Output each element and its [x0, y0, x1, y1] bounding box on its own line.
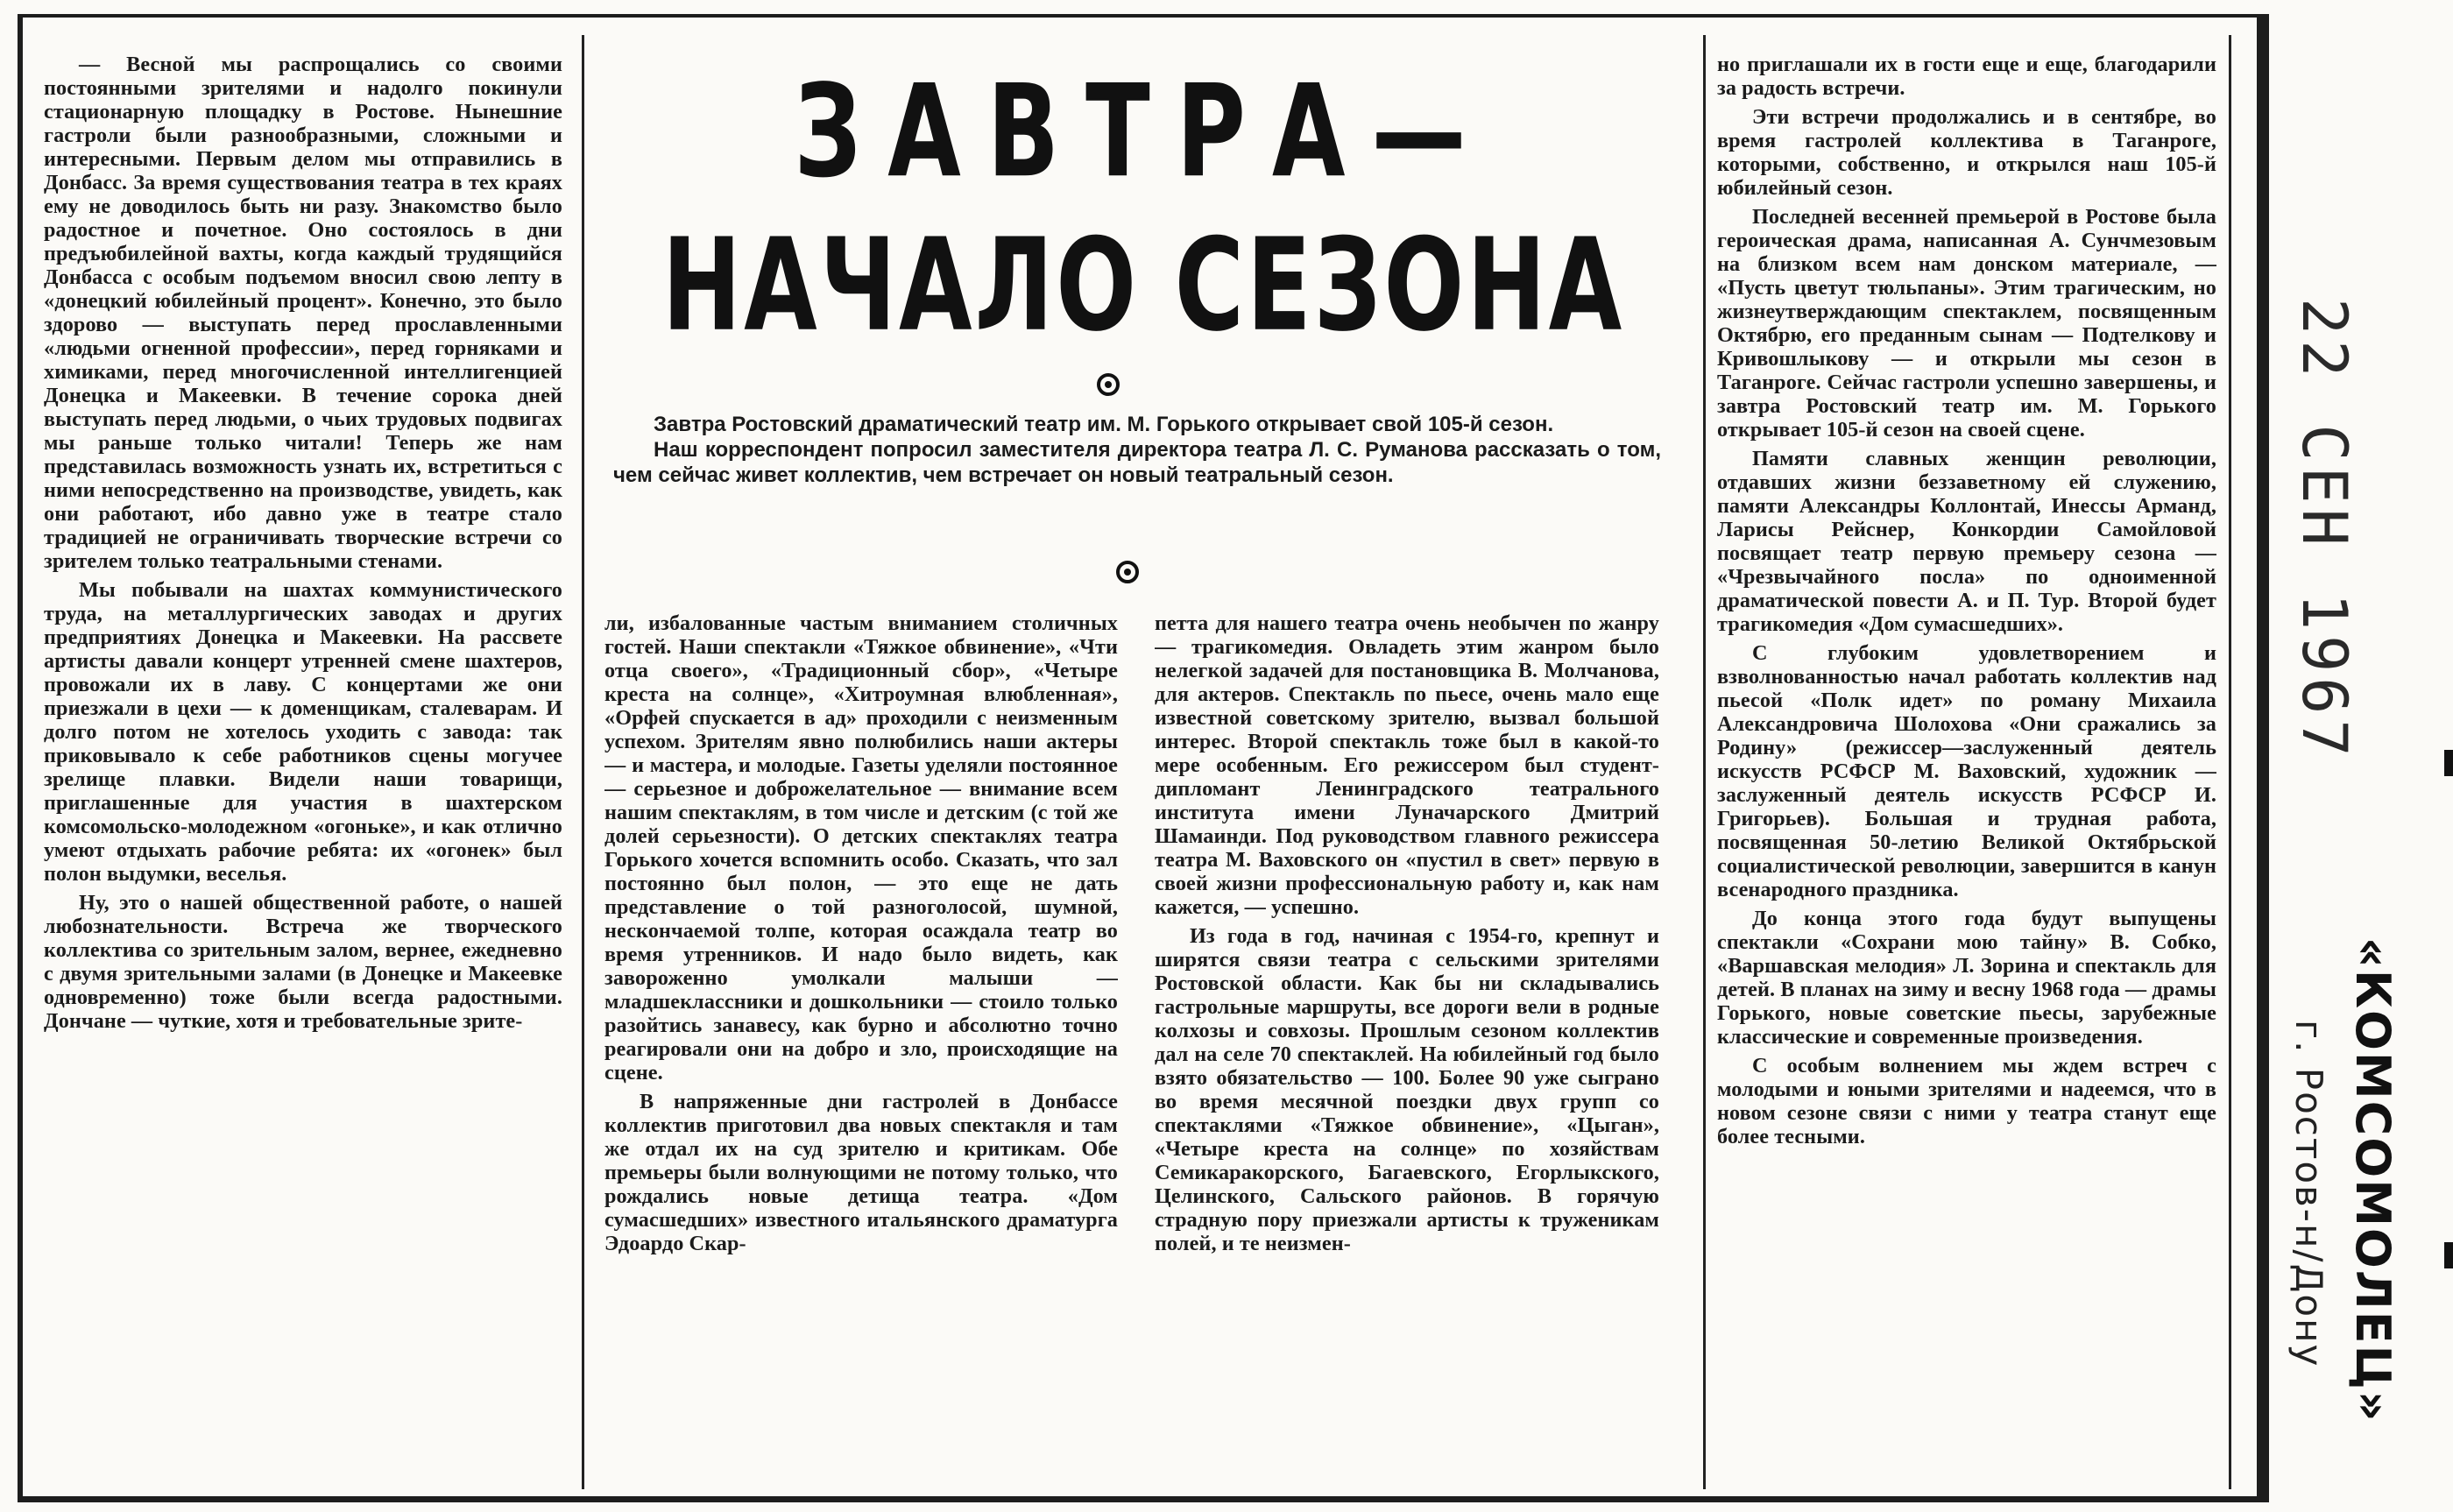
article-headline	[604, 60, 1682, 367]
paragraph: Ну, это о нашей общественной работе, о нашей любознательности. Встреча же творческого коллектива со зрительным залом, вернее, ежедневно с двумя зрительными залами (в Донецке и Макеевке одновременно) тоже были всегда радостными. Дончане — чуткие, хотя и требовательные зрите-	[44, 891, 562, 1033]
newspaper-name: «КОМСОМОЛЕЦ»	[2345, 937, 2400, 1424]
edge-mark	[2444, 1242, 2453, 1268]
newspaper-city: г. Ростов-н/Дону	[2287, 1020, 2330, 1368]
frame-line-bottom	[18, 1496, 2269, 1502]
frame-line-left	[18, 14, 23, 1501]
headline-line-2: НАЧАЛО СЕЗОНА	[661, 212, 1625, 360]
ornament-bullet-icon	[1097, 373, 1120, 396]
column-rule	[2229, 35, 2231, 1489]
paragraph: В напряженные дни гастролей в Донбассе коллектив приготовил два новых спектакля и там же отдал их на суд зрителю и критикам. Обе премьеры были волнующими не потому только, что рождались новые детища театра. «Дом сумасшедших» известного итальянского драматурга Эдоардо Скар-	[604, 1090, 1118, 1255]
lead-paragraph: Завтра Ростовский драматический театр им. М. Горького открывает свой 105-й сезон.	[654, 413, 1554, 436]
date-stamp: 22 СЕН 1967	[2288, 298, 2360, 762]
paragraph: петта для нашего театра очень необычен по жанру — трагикомедия. Овладеть этим жанром было нелегкой задачей для постановщика В. Молчанова, для актеров. Спектакль по пьесе, очень мало еще известной советскому зрителю, вызвал большой интерес. Второй спектакль тоже был в какой-то мере особенным. Его режиссером был студент-дипломант Ленинградского театрального института имени Луначарского Дмитрий Шамаинди. Под руководством главного режиссера театра М. Ваховского он «пустил в свет» первую в своей жизни профессиональную работу и, как нам кажется, — успешно.	[1155, 611, 1659, 919]
paragraph: С особым волнением мы ждем встреч с молодыми и юными зрителями и надеемся, что в новом сезоне связи с ними у театра станут еще более тесными.	[1717, 1054, 2216, 1148]
article-column-1	[44, 53, 562, 1489]
frame-line-right	[2257, 14, 2269, 1501]
column-rule	[1703, 35, 1706, 1489]
headline-line-1: ЗАВТРА—	[794, 58, 1493, 207]
frame-line-top	[18, 14, 2269, 18]
ornament-bullet-icon	[1116, 561, 1139, 583]
paragraph: Памяти славных женщин революции, отдавших жизни беззаветному ей служению, памяти Александры Коллонтай, Инессы Арманд, Ларисы Рейснер, Конкордии Самойловой посвящает театр первую премьеру сезона — «Чрезвычайного посла» по одноименной драматической повести А. и П. Тур. Второй будет трагикомедия «Дом сумасшедших».	[1717, 447, 2216, 636]
article-lead	[613, 412, 1661, 488]
paragraph: но приглашали их в гости еще и еще, благодарили за радость встречи.	[1717, 53, 2216, 100]
paragraph: С глубоким удовлетворением и взволнованностью начал работать коллектив над пьесой «Полк идет» по роману Михаила Александровича Шолохова «Они сражались за Родину» (режиссер—заслуженный деятель искусств РСФСР М. Ваховский, художник — заслуженный деятель искусств РСФСР И. Григорьев). Большая и трудная работа, посвященная 50-летию Великой Октябрьской социалистической революции, завершится в канун всенародного праздника.	[1717, 641, 2216, 901]
paragraph: ли, избалованные частым вниманием столичных гостей. Наши спектакли «Тяжкое обвинение», «Чти отца своего», «Традиционный сбор», «Четыре креста на солнце», «Хитроумная влюбленная», «Орфей спускается в ад» проходили с неизменным успехом. Зрителям явно полюбились наши актеры — и мастера, и молодые. Газеты уделяли постоянное — серьезное и доброжелательное — внимание всем нашим спектаклям, в том числе и детским (с той же долей серьезности). О детских спектаклях театра Горького хочется вспомнить особо. Сказать, что зал постоянно был полон, — это еще не дать представление о той разноголосой, шумной, нескончаемой толпе, которая осаждала театр во время утренников. И надо было видеть, как завороженно умолкали малыши — младшеклассники и дошкольники — стоило только разойтись занавесу, как бурно и абсолютно точно реагировали они на добро и зло, происходящие на сцене.	[604, 611, 1118, 1085]
paragraph: До конца этого года будут выпущены спектакли «Сохрани мою тайну» В. Собко, «Варшавская мелодия» Л. Зорина и спектакль для детей. В планах на зиму и весну 1968 года — драмы Горького, новые советские пьесы, зарубежные классические и современные произведения.	[1717, 907, 2216, 1049]
paragraph: Из года в год, начиная с 1954-го, крепнут и ширятся связи театра с сельскими зрителями Ростовской области. Как бы ни складывались гастрольные маршруты, все дороги вели в родные колхозы и совхозы. Прошлым сезоном коллектив дал на селе 70 спектаклей. На юбилейный год было взято обязательство — 100. Более 90 уже сыграно во время месячной поездки двух групп со спектаклями «Тяжкое обвинение», «Цыган», «Четыре креста на солнце» по хозяйствам Семикаракорского, Багаевского, Егорлыкского, Целинского, Сальского районов. В горячую страдную пору приезжали артисты к труженикам полей, и те неизмен-	[1155, 924, 1659, 1255]
edge-mark	[2444, 750, 2453, 776]
paragraph: Мы побывали на шахтах коммунистического труда, на металлургических заводах и других предприятиях Донецка и Макеевки. На рассвете артисты давали концерт утренней смене шахтеров, провожали их в лаву. С концертами же они приезжали в цехи — к доменщикам, сталеварам. И долго потом не хотелось уходить с завода: так приковывало к себе работников сцены могучее зрелище плавки. Видели наши товарищи, приглашенные для участия в шахтерском комсомольско-молодежном «огоньке», и как отлично умеют отдыхать рабочие ребята: их «огонек» был полон выдумки, веселья.	[44, 578, 562, 886]
paragraph: Последней весенней премьерой в Ростове была героическая драма, написанная А. Сунчмезовым на близком всем нам донском материале, — «Пусть цветут тюльпаны». Этим трагическим, но жизнеутверждающим спектаклем, посвященным Октябрю, его преданным сынам — Подтелкову и Кривошлыкову — и открыли мы сезон в Таганроге. Сейчас гастроли успешно завершены, и завтра Ростовский театр им. М. Горького открывает 105-й сезон на своей сцене.	[1717, 205, 2216, 442]
column-rule	[582, 35, 584, 1489]
paragraph: — Весной мы распрощались со своими постоянными зрителями и надолго покинули стационарную площадку в Ростове. Нынешние гастроли были разнообразными, сложными и интересными. Первым делом мы отправились в Донбасс. За время существования театра в тех краях ему не доводилось быть ни разу. Знакомство было радостное и почетное. Оно состоялось в дни предъюбилейной вахты, когда каждый трудящийся Донбасса с особым подъемом вносил свою лепту в «донецкий юбилейный процент». Конечно, это было здорово — выступать перед прославленными «людьми огненной профессии», перед горняками и химиками, перед многочисленной интеллигенцией Донецка и Макеевки. В течение сорока дней выступать перед людьми, о чьих трудовых подвигах мы раньше только читали! Теперь же нам представилась возможность узнать их, встретиться с ними непосредственно на производстве, увидеть, как они работают, ибо давно уже в театре стало традицией не ограничивать творческие встречи со зрителем только театральными стенами.	[44, 53, 562, 573]
lead-paragraph: Наш корреспондент попросил заместителя директора театра Л. С. Руманова рассказать о том, чем сейчас живет коллектив, чем встречает он новый театральный сезон.	[613, 438, 1661, 487]
article-column-3	[1155, 611, 1659, 1489]
article-column-2	[604, 611, 1118, 1489]
article-column-4	[1717, 53, 2216, 1489]
paragraph: Эти встречи продолжались и в сентябре, во время гастролей коллектива в Таганроге, которыми, собственно, и открылся наш 105-й юбилейный сезон.	[1717, 105, 2216, 200]
